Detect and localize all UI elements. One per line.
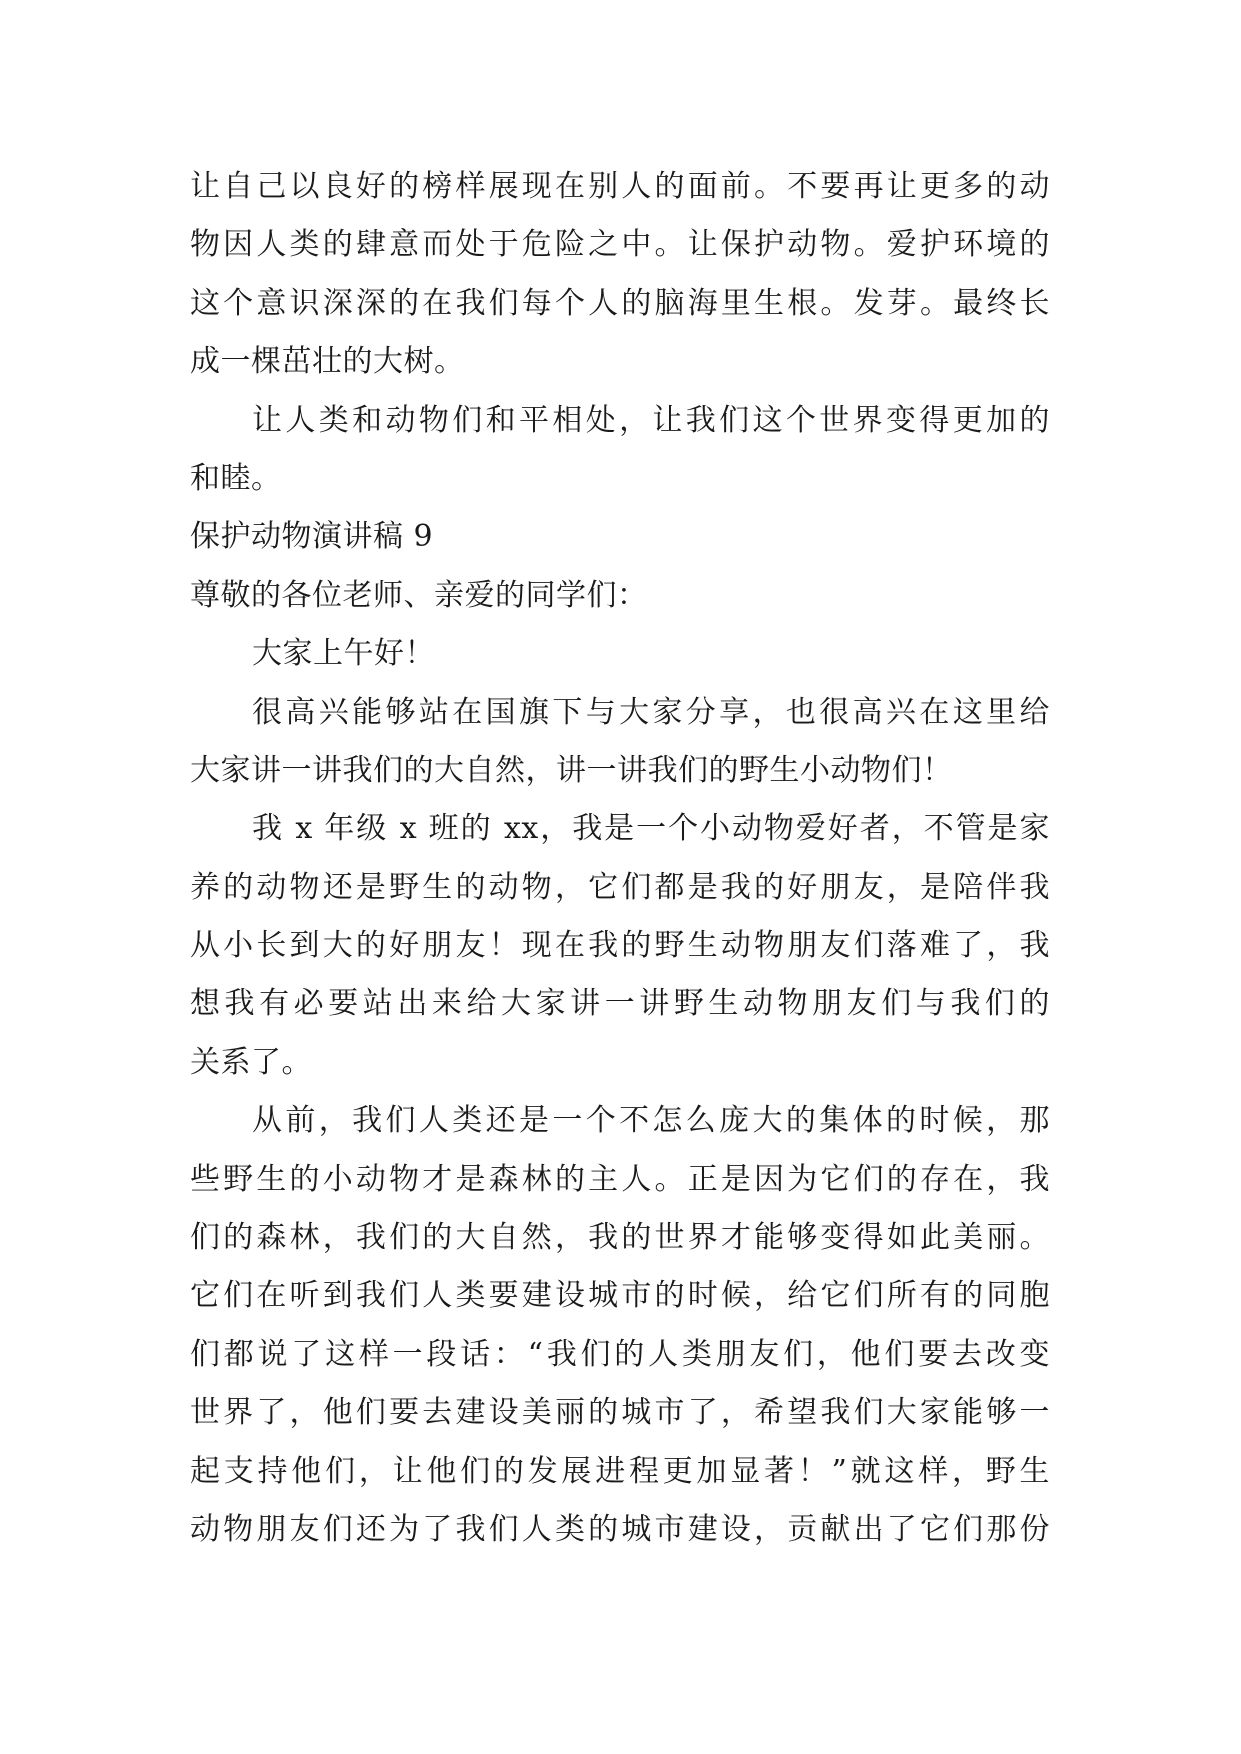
text-line: 很高兴能够站在国旗下与大家分享，也很高兴在这里给 bbox=[252, 694, 1050, 730]
text-line: 和睦。 bbox=[190, 460, 282, 496]
text-line: 世界了，他们要去建设美丽的城市了，希望我们大家能够一 bbox=[190, 1395, 1050, 1431]
text-line: 物因人类的肆意而处于危险之中。让保护动物。爱护环境的 bbox=[190, 227, 1050, 263]
text-line: 关系了。 bbox=[190, 1044, 312, 1080]
text-line: 成一棵茁壮的大树。 bbox=[190, 344, 465, 380]
text-line: 这个意识深深的在我们每个人的脑海里生根。发芽。最终长 bbox=[190, 285, 1050, 321]
text-line: 些野生的小动物才是森林的主人。正是因为它们的存在，我 bbox=[190, 1161, 1050, 1197]
text-line: 让自己以良好的榜样展现在别人的面前。不要再让更多的动 bbox=[190, 169, 1050, 204]
text-line: 动物朋友们还为了我们人类的城市建设，贡献出了它们那份 bbox=[190, 1511, 1050, 1547]
text-line: 们的森林，我们的大自然，我的世界才能够变得如此美丽。 bbox=[190, 1220, 1050, 1256]
text-line: 起支持他们，让他们的发展进程更加显著！”就这样，野生 bbox=[190, 1453, 1050, 1489]
document-body bbox=[190, 158, 1050, 1559]
text-line: 尊敬的各位老师、亲爱的同学们： bbox=[190, 577, 648, 613]
text-line: 它们在听到我们人类要建设城市的时候，给它们所有的同胞 bbox=[190, 1278, 1050, 1314]
text-line: 大家上午好！ bbox=[252, 636, 435, 672]
text-line: 们都说了这样一段话：“我们的人类朋友们，他们要去改变 bbox=[190, 1336, 1050, 1372]
text-line: 我 x 年级 x 班的 xx，我是一个小动物爱好者，不管是家 bbox=[252, 811, 1050, 847]
text-line: 让人类和动物们和平相处，让我们这个世界变得更加的 bbox=[252, 402, 1050, 438]
text-line: 保护动物演讲稿 9 bbox=[190, 519, 434, 555]
text-line: 从前，我们人类还是一个不怎么庞大的集体的时候，那 bbox=[252, 1103, 1050, 1139]
text-line: 从小长到大的好朋友！现在我的野生动物朋友们落难了，我 bbox=[190, 928, 1050, 964]
text-line: 大家讲一讲我们的大自然，讲一讲我们的野生小动物们！ bbox=[190, 752, 953, 788]
text-line: 养的动物还是野生的动物，它们都是我的好朋友，是陪伴我 bbox=[190, 869, 1050, 905]
text-line: 想我有必要站出来给大家讲一讲野生动物朋友们与我们的 bbox=[190, 986, 1050, 1022]
